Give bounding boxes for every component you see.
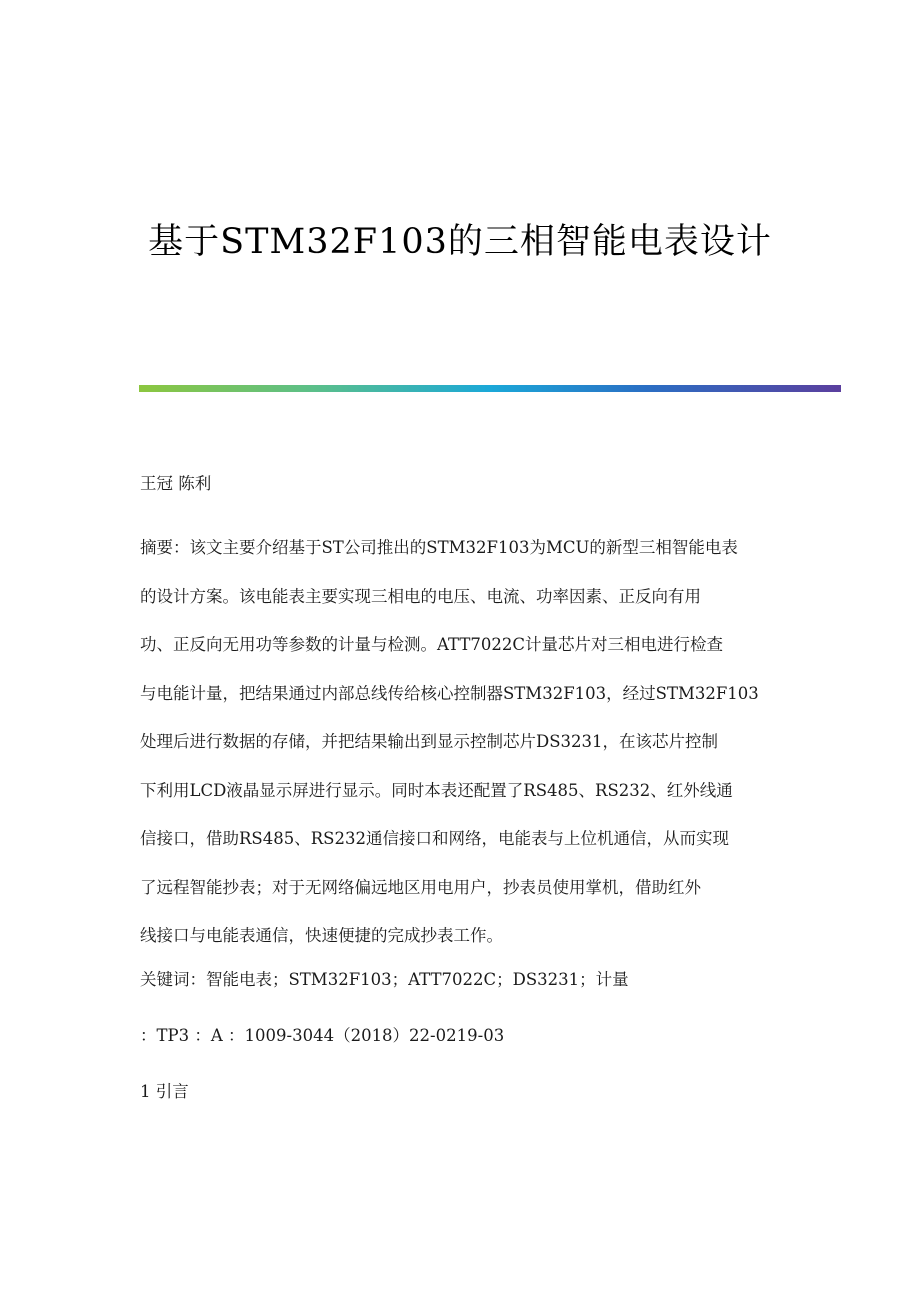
abstract-line: 信接口，借助RS485、RS232通信接口和网络，电能表与上位机通信，从而实现 [140,829,729,848]
paper-title: 基于STM32F103的三相智能电表设计 [148,222,772,262]
classification-info: ：TP3 ：A ：1009-3044（2018）22-0219-03 [140,1026,505,1045]
section-heading: 1 引言 [140,1082,189,1101]
abstract-line: 功、正反向无用功等参数的计量与检测。ATT7022C计量芯片对三相电进行检查 [140,635,723,654]
authors: 王冠 陈利 [140,474,212,493]
gradient-divider [139,385,841,392]
abstract-line: 的设计方案。该电能表主要实现三相电的电压、电流、功率因素、正反向有用 [140,586,701,606]
keywords: 关键词：智能电表；STM32F103；ATT7022C；DS3231；计量 [140,970,629,989]
abstract [140,524,790,961]
abstract-line: 处理后进行数据的存储，并把结果输出到显示控制芯片DS3231，在该芯片控制 [140,732,719,751]
abstract-line: 与电能计量，把结果通过内部总线传给核心控制器STM32F103，经过STM32F103 [140,683,759,703]
abstract-line: 了远程智能抄表；对于无网络偏远地区用电用户，抄表员使用掌机，借助红外 [140,877,701,897]
abstract-line: 摘要：该文主要介绍基于ST公司推出的STM32F103为MCU的新型三相智能电表 [140,538,738,557]
abstract-line: 线接口与电能表通信，快速便捷的完成抄表工作。 [140,926,503,945]
abstract-line: 下利用LCD液晶显示屏进行显示。同时本表还配置了RS485、RS232、红外线通 [140,780,733,800]
